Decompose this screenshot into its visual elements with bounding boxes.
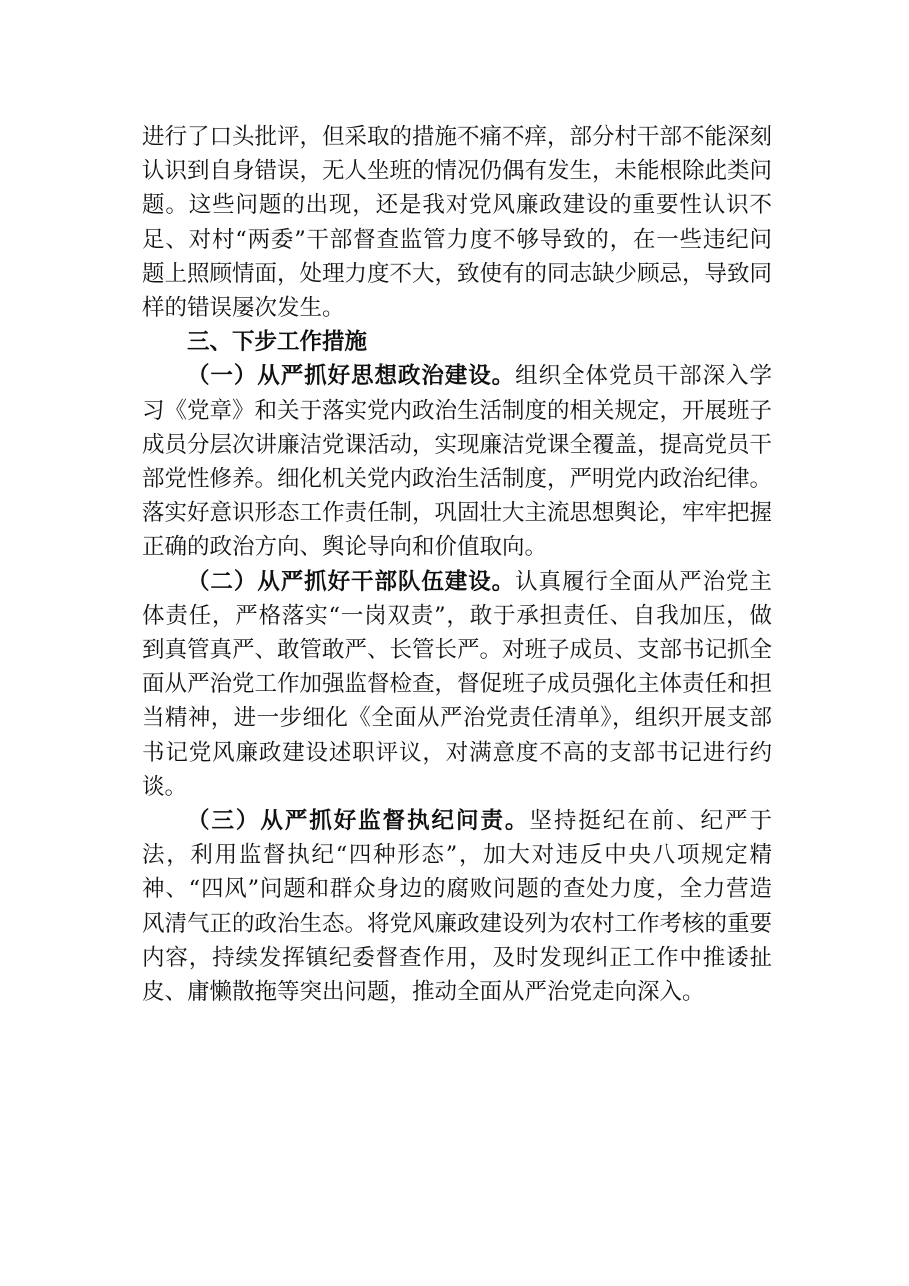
- measure-title-1: （一）从严抓好思想政治建设。: [187, 363, 516, 390]
- document-page: [142, 120, 772, 1009]
- measure-title-2: （二）从严抓好干部队伍建设。: [187, 568, 516, 595]
- measure-paragraph-1: [142, 359, 772, 564]
- measure-title-3: （三）从严抓好监督执纪问责。: [187, 808, 530, 835]
- measure-paragraph-2: [142, 565, 772, 804]
- section-heading: 三、下步工作措施: [187, 329, 368, 356]
- continuation-paragraph: 进行了口头批评，但采取的措施不痛不痒，部分村干部不能深刻认识到自身错误，无人坐班的情况仍偶有发生，未能根除此类问题。这些问题的出现，还是我对党风廉政建设的重要性认识不足、对村“两委”干部督查监管力度不够导致的，在一些违纪问题上照顾情面，处理力度不大，致使有的同志缺少顾忌，导致同样的错误屡次发生。: [142, 124, 773, 322]
- measure-body-3: 坚持挺纪在前、纪严于法，利用监督执纪“四种形态”，加大对违反中央八项规定精神、“四风”问题和群众身边的腐败问题的查处力度，全力营造风清气正的政治生态。将党风廉政建设列为农村工作考核的重要内容，持续发挥镇纪委督查作用，及时发现纠正工作中推诿扯皮、庸懒散拖等突出问题，推动全面从严治党走向深入。: [142, 808, 773, 1006]
- measure-paragraph-3: [142, 804, 772, 1009]
- measure-body-2: 认真履行全面从严治党主体责任，严格落实“一岗双责”，敢于承担责任、自我加压，做到真管真严、敢管敢严、长管长严。对班子成员、支部书记抓全面从严治党工作加强监督检查，督促班子成员强化主体责任和担当精神，进一步细化《全面从严治党责任清单》，组织开展支部书记党风廉政建设述职评议，对满意度不高的支部书记进行约谈。: [142, 568, 773, 800]
- measure-body-1: 组织全体党员干部深入学习《党章》和关于落实党内政治生活制度的相关规定，开展班子成员分层次讲廉洁党课活动，实现廉洁党课全覆盖，提高党员干部党性修养。细化机关党内政治生活制度，严明党内政治纪律。落实好意识形态工作责任制，巩固壮大主流思想舆论，牢牢把握正确的政治方向、舆论导向和价值取向。: [142, 363, 773, 561]
